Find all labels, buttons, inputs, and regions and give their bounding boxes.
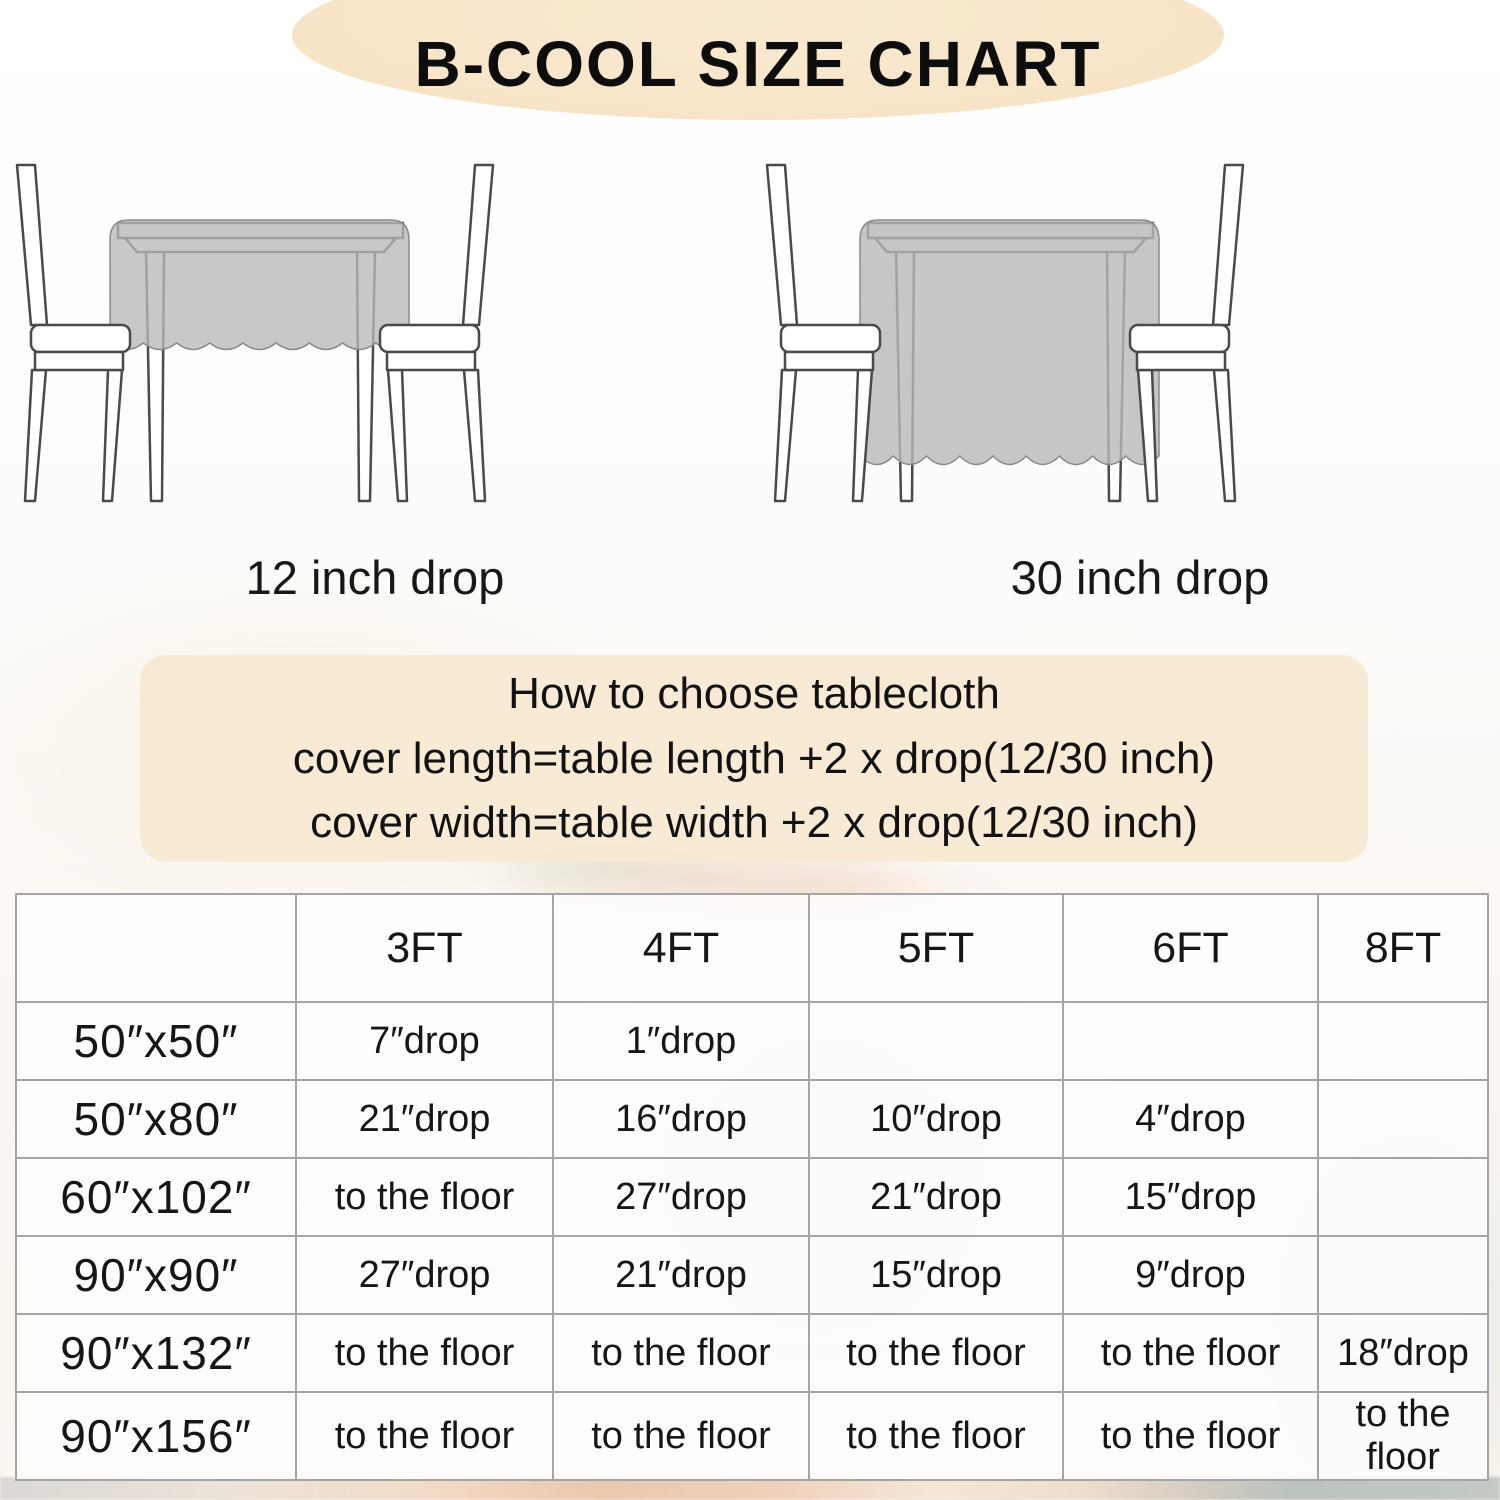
table-cell: to the floor (809, 1392, 1063, 1480)
chair-left (17, 165, 130, 501)
page-title: B-COOL SIZE CHART (414, 28, 1102, 100)
table-cell (1318, 1002, 1488, 1080)
column-header-4ft: 4FT (553, 894, 809, 1002)
table-cell: 9″drop (1063, 1236, 1318, 1314)
table-row (16, 1158, 1488, 1236)
table-cell: 27″drop (553, 1158, 809, 1236)
dining-set-30-inch-drop-illustration (755, 160, 1255, 505)
table-row (16, 1236, 1488, 1314)
row-size-label: 50″x80″ (16, 1080, 296, 1158)
column-header-blank (16, 894, 296, 1002)
dining-set-12-inch-drop-illustration (5, 160, 505, 505)
table-cell (1318, 1236, 1488, 1314)
table-cell: 27″drop (296, 1236, 553, 1314)
table-cell: to the floor (1063, 1314, 1318, 1392)
instruction-line-1: How to choose tablecloth (508, 669, 1000, 719)
table-cell: 4″drop (1063, 1080, 1318, 1158)
drop-caption-12-inch: 12 inch drop (245, 551, 505, 604)
table-row (16, 1314, 1488, 1392)
column-header-3ft: 3FT (296, 894, 553, 1002)
tablecloth-shape (860, 220, 1159, 465)
table-cell (1318, 1080, 1488, 1158)
table-cell: to the floor (553, 1392, 809, 1480)
table-row (16, 1002, 1488, 1080)
row-size-label: 60″x102″ (16, 1158, 296, 1236)
table-cell: to the floor (1318, 1392, 1488, 1480)
table-cell: 7″drop (296, 1002, 553, 1080)
table-cell: 15″drop (809, 1236, 1063, 1314)
how-to-choose-panel (140, 655, 1368, 862)
table-cell (1063, 1002, 1318, 1080)
table-cell (1318, 1158, 1488, 1236)
column-header-8ft: 8FT (1318, 894, 1488, 1002)
chair-right (1130, 165, 1243, 501)
table-cell: 21″drop (553, 1236, 809, 1314)
table-cell: 10″drop (809, 1080, 1063, 1158)
instruction-line-2: cover length=table length +2 x drop(12/30 inch) (292, 733, 1216, 783)
header-row (16, 894, 1488, 1002)
row-size-label: 90″x132″ (16, 1314, 296, 1392)
table-row (16, 1392, 1488, 1480)
table-cell: 21″drop (296, 1080, 553, 1158)
table-cell: 15″drop (1063, 1158, 1318, 1236)
table-cell: to the floor (296, 1158, 553, 1236)
size-table (15, 893, 1489, 1481)
table-row (16, 1080, 1488, 1158)
row-size-label: 50″x50″ (16, 1002, 296, 1080)
table-cell: 1″drop (553, 1002, 809, 1080)
table-cell: to the floor (809, 1314, 1063, 1392)
table-cell: to the floor (296, 1314, 553, 1392)
column-header-5ft: 5FT (809, 894, 1063, 1002)
row-size-label: 90″x90″ (16, 1236, 296, 1314)
drop-caption-30-inch: 30 inch drop (1010, 551, 1270, 604)
table-cell: to the floor (296, 1392, 553, 1480)
table-cell: 16″drop (553, 1080, 809, 1158)
table-cell: 21″drop (809, 1158, 1063, 1236)
table-cell: to the floor (1063, 1392, 1318, 1480)
table-cell: 18″drop (1318, 1314, 1488, 1392)
table-cell: to the floor (553, 1314, 809, 1392)
table-cell (809, 1002, 1063, 1080)
chair-right (380, 165, 493, 501)
column-header-6ft: 6FT (1063, 894, 1318, 1002)
row-size-label: 90″x156″ (16, 1392, 296, 1480)
instruction-line-3: cover width=table width +2 x drop(12/30 inch) (310, 797, 1198, 847)
title-ellipse (292, 0, 1224, 120)
tablecloth-shape (110, 220, 409, 350)
chair-left (767, 165, 880, 501)
